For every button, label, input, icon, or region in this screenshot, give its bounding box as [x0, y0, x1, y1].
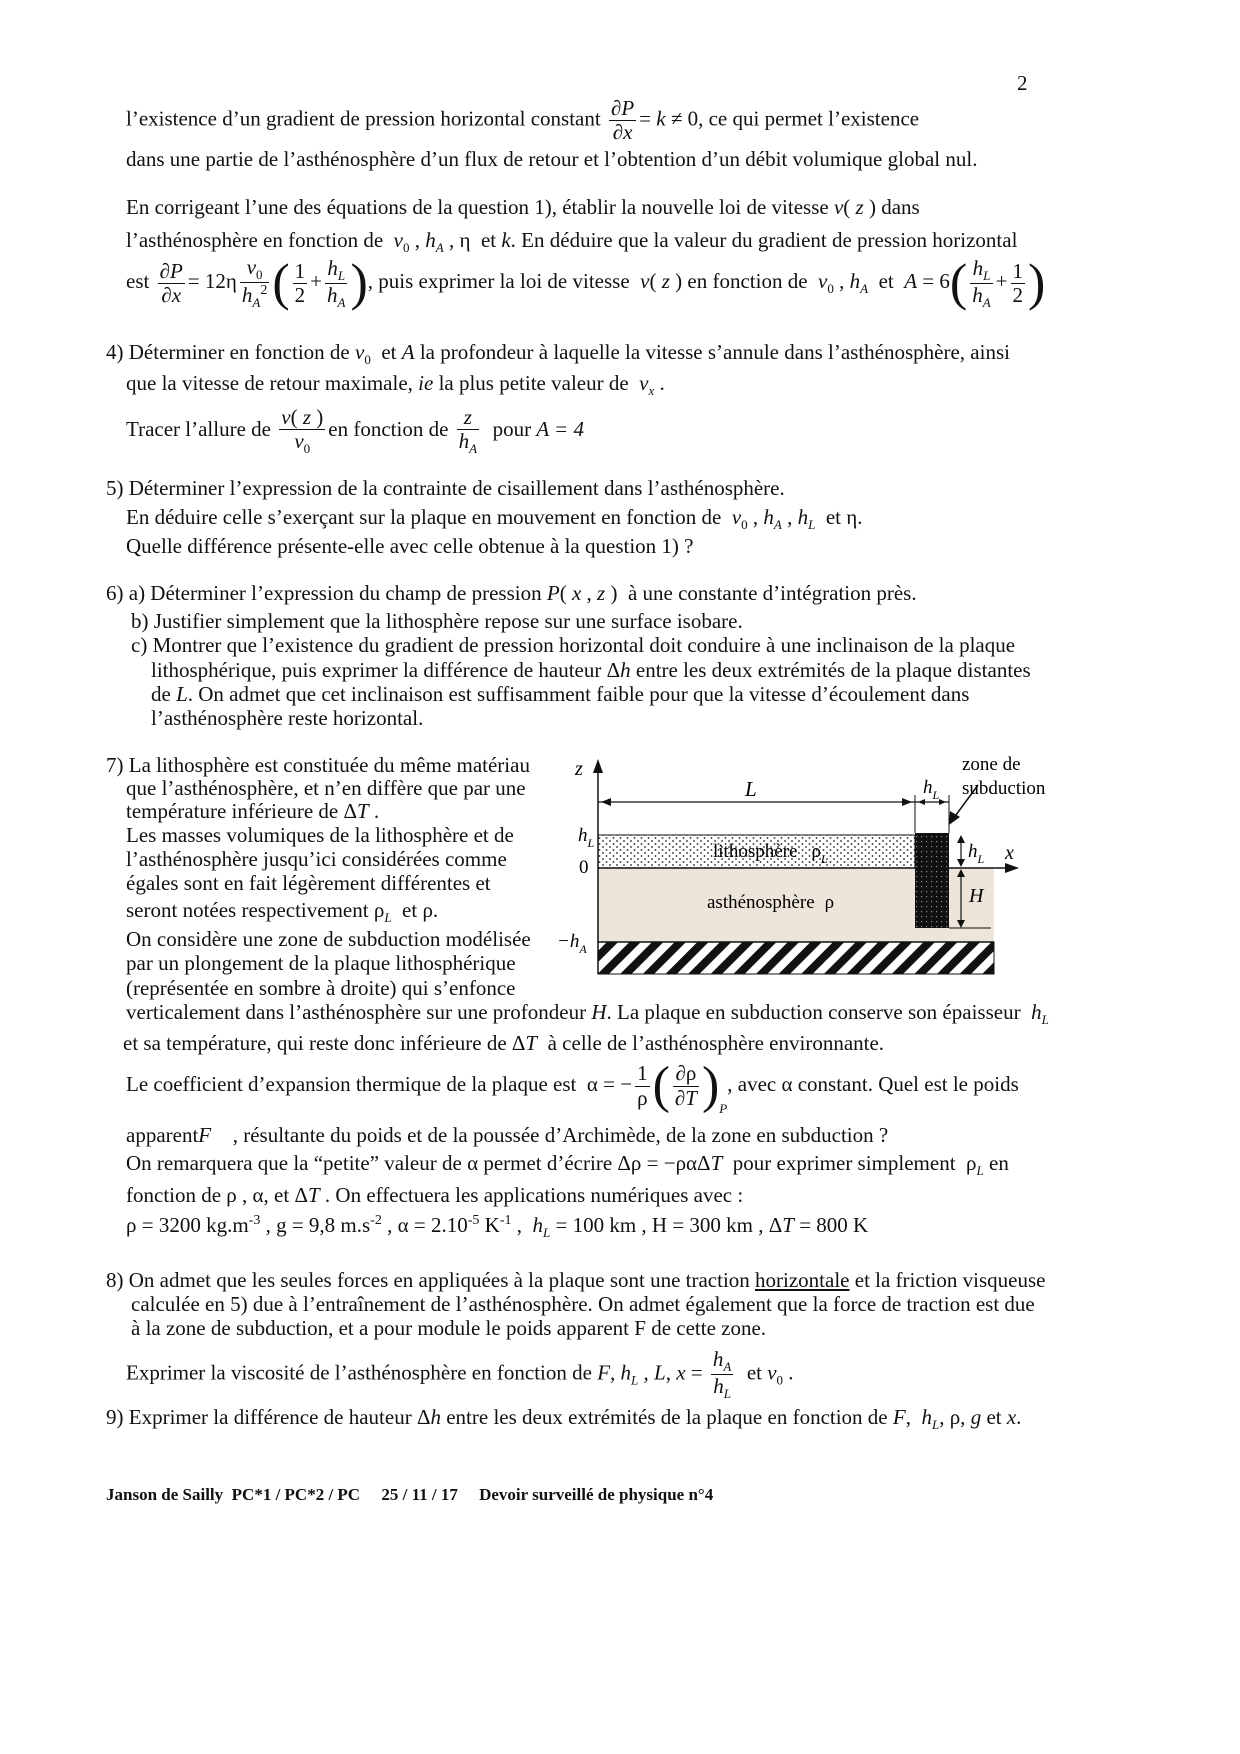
q9-line-1: 9) Exprimer la différence de hauteur Δh entre les deux extrémités de la plaque en fonction de F, $h_L$, ρ, g et x. [106, 1405, 1022, 1432]
q7-line-1: 7) La lithosphère est constituée du même matériau [106, 753, 530, 777]
q4-line-1: 4) Déterminer en fonction de $v_0$ et A la profondeur à laquelle la vitesse s’annule dans l’asthénosphère, ainsi [106, 340, 1010, 367]
q6-line-c3: de L. On admet que cet inclinaison est suffisamment faible pour que la vitesse d’écoulement dans [151, 682, 970, 706]
hatched-bottom-boundary [598, 942, 994, 974]
lithosphere-label: lithosphère $\rho_L$ [713, 841, 828, 866]
q4-line-2: que la vitesse de retour maximale, ie la plus petite valeur de $v_x$ . [126, 371, 665, 398]
hL-right-label: $h_L$ [968, 841, 985, 866]
q3-line-2: l’asthénosphère en fonction de $v_0$ , $h_A$ , η et k. En déduire que la valeur du gradient de pression horizontal [126, 228, 1018, 255]
q7-line-14: apparentF⃗ , résultante du poids et de la poussée d’Archimède, de la zone en subduction ? [126, 1123, 889, 1147]
q7-line-3: température inférieure de ΔT . [126, 799, 380, 823]
q5-line-1: 5) Déterminer l’expression de la contrainte de cisaillement dans l’asthénosphère. [106, 476, 785, 500]
q6-line-c1: c) Montrer que l’existence du gradient de pression horizontal doit conduire à une inclinaison de la plaque [131, 633, 1016, 657]
q7-numerical-values: ρ = 3200 $kg.m^{-3}$ , g = 9,8 $m.s^{-2}$ , $\alpha = 2.10^{-5}$ $K^{-1}$ , $h_L = 100$ km , H = 300 km , ΔT = 800 K [126, 1213, 869, 1240]
q7-line-5: l’asthénosphère jusqu’ici considérées comme [126, 847, 507, 871]
intro-line-2: dans une partie de l’asthénosphère d’un flux de retour et l’obtention d’un débit volumique global nul. [126, 147, 978, 171]
q7-line-8: On considère une zone de subduction modélisée [126, 927, 531, 951]
dp-dx-fraction: $\frac{\partial P}{\partial x}$ [610, 96, 635, 145]
q7-line-12: et sa température, qui reste donc inférieure de ΔT à celle de l’asthénosphère environnante. [123, 1031, 885, 1055]
q6-line-c2: lithosphérique, puis exprimer la différence de hauteur Δh entre les deux extrémités de la plaque distantes [151, 658, 1031, 682]
q3-line-1: En corrigeant l’une des équations de la question 1), établir la nouvelle loi de vitesse v( z ) dans [126, 195, 920, 219]
q7-line-15: On remarquera que la “petite” valeur de α permet d’écrire Δρ = −ραΔT pour exprimer simplement $\rho_L$ en [126, 1151, 1009, 1178]
x-label: x [1005, 842, 1014, 864]
subducting-slab [915, 833, 949, 928]
q7-line-13: Le coefficient d’expansion thermique de la plaque est α = − $\frac{1}{\rho}$ ( $\frac{\partial\rho}{\partial T}$ )$_P$, avec α constant. Quel est le poids [126, 1057, 1019, 1116]
q4-line-3: Tracer l’allure de $\frac{v( z )}{v_0}$ en fonction de $\frac{z}{h_A}$ pour A = 4 [126, 405, 584, 457]
q7-line-4: Les masses volumiques de la lithosphère et de [126, 823, 514, 847]
L-label: L [745, 777, 757, 801]
q8-line-3: à la zone de subduction, et a pour module le poids apparent F de cette zone. [131, 1316, 767, 1340]
hL-top-label: $h_L$ [923, 777, 940, 802]
q7-line-16: fonction de ρ , α, et ΔT . On effectuera les applications numériques avec : [126, 1183, 744, 1207]
q7-line-10: (représentée en sombre à droite) qui s’enfonce [126, 976, 516, 1000]
q6-line-c4: l’asthénosphère reste horizontal. [151, 706, 424, 730]
minus-hA-label: $-h_A$ [557, 931, 587, 956]
q7-line-6: égales sont en fait légèrement différentes et [126, 871, 491, 895]
q6-line-b: b) Justifier simplement que la lithosphère repose sur une surface isobare. [131, 609, 743, 633]
intro-line-1: l’existence d’un gradient de pression horizontal constant $\frac{\partial P}{\partial x}$ = k ≠ 0, ce qui permet l’existence [126, 96, 920, 145]
zone-label-1: zone de [962, 754, 1021, 775]
footer: Janson de Sailly PC*1 / PC*2 / PC 25 / 11 / 17 Devoir surveillé de physique n°4 [106, 1485, 714, 1504]
q7-line-11: verticalement dans l’asthénosphère sur une profondeur H. La plaque en subduction conserve son épaisseur $h_L$ [126, 1000, 1049, 1027]
subduction-figure [545, 755, 1065, 990]
page-number: 2 [1017, 71, 1028, 95]
H-label: H [969, 885, 984, 907]
zero-label: 0 [579, 857, 589, 878]
z-label: z [575, 758, 583, 780]
q7-line-2: que l’asthénosphère, et n’en diffère que par une [126, 776, 526, 800]
zone-label-2: subduction [962, 778, 1046, 799]
q5-line-3: Quelle différence présente-elle avec celle obtenue à la question 1) ? [126, 534, 694, 558]
q5-line-2: En déduire celle s’exerçant sur la plaque en mouvement en fonction de $v_0$ , $h_A$ , $h_L$ et η. [126, 505, 863, 532]
q7-line-7: seront notées respectivement $\rho_L$ et ρ. [126, 898, 439, 925]
q8-line-1: 8) On admet que les seules forces en appliquées à la plaque sont une traction horizontale et la friction visqueuse [106, 1268, 1046, 1292]
q3-line-3: est $\frac{\partial P}{\partial x}$ = 12η $\frac{v_0}{h_A^2}$ ( $\frac{1}{2}$ + $\frac{h_L}{h_A}$ ), puis exprimer la loi de vitesse v( z ) en fonction de $v_0$ , $h_A$ et A = 6( $\frac{h_L}{h_A}$ + $\frac{1}{2}$ ) [126, 254, 1046, 312]
q8-line-4: Exprimer la viscosité de l’asthénosphère en fonction de F, $h_L$ , L, x = $\frac{h_A}{h_L}$ et $v_0$ . [126, 1347, 794, 1402]
q6-line-a: 6) a) Déterminer l’expression du champ de pression P( x , z ) à une constante d’intégration près. [106, 581, 917, 605]
q8-line-2: calculée en 5) due à l’entraînement de l’asthénosphère. On admet également que la force de traction est due [131, 1292, 1035, 1316]
q7-line-9: par un plongement de la plaque lithosphérique [126, 951, 516, 975]
asthenosphere-label: asthénosphère ρ [707, 892, 835, 913]
hL-left-label: $h_L$ [578, 825, 595, 850]
